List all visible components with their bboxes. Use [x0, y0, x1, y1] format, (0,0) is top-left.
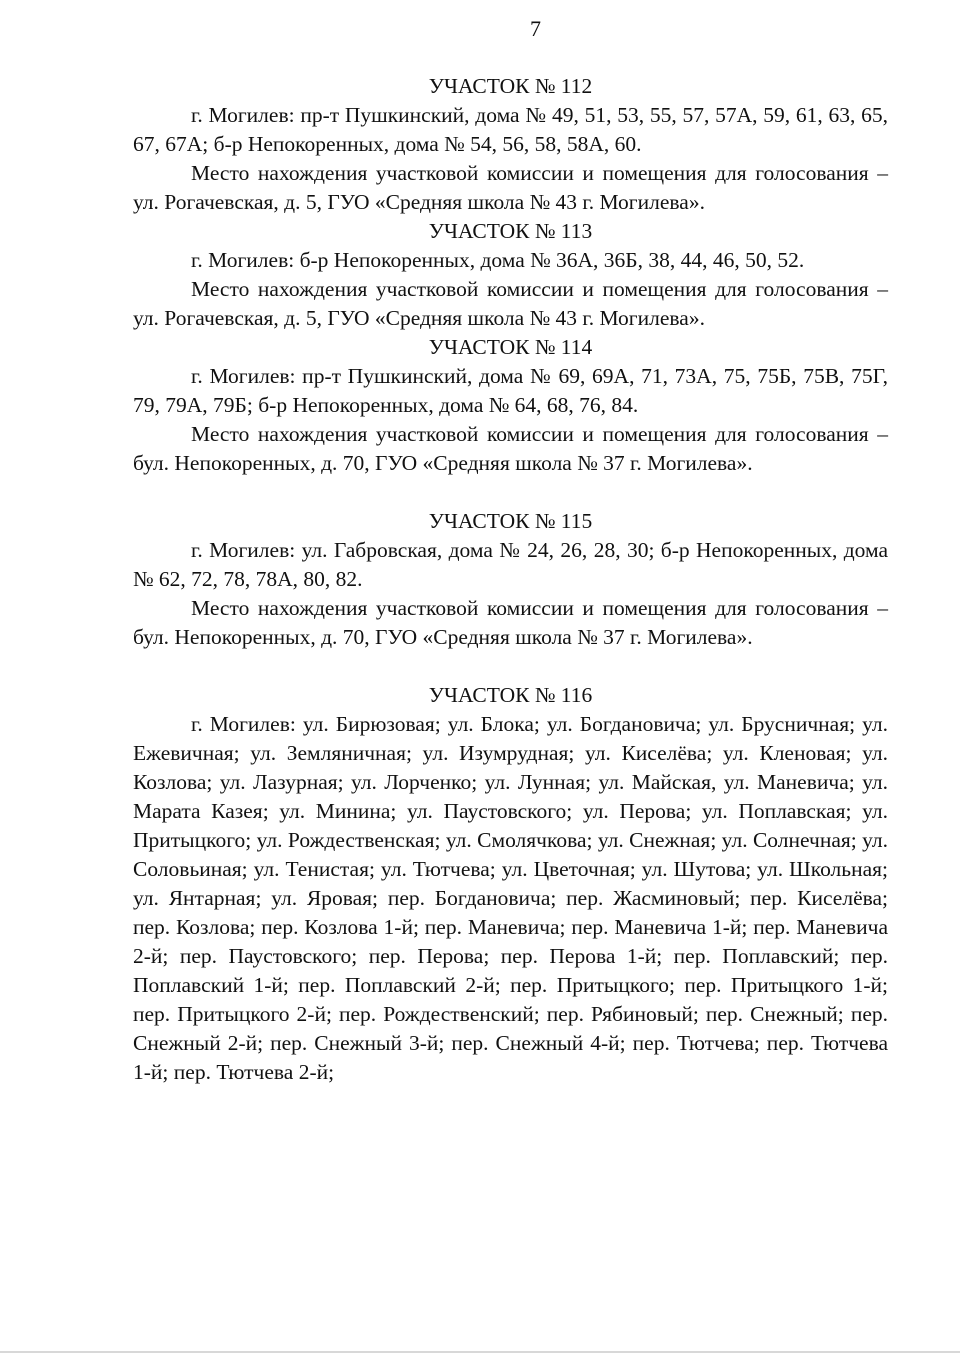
precinct-location: Место нахождения участковой комиссии и помещения для голосования – ул. Рогачевская, д. 5, ГУО «Средняя школа № 43 г. Могилева».	[133, 277, 888, 330]
precinct-title: УЧАСТОК № 114	[428, 335, 593, 359]
precinct-title: УЧАСТОК № 112	[428, 74, 593, 98]
precinct-115	[133, 507, 888, 652]
precinct-title: УЧАСТОК № 116	[428, 683, 593, 707]
precinct-address: г. Могилев: ул. Бирюзовая; ул. Блока; ул. Богдановича; ул. Брусничная; ул. Ежевичная; ул. Земляничная; ул. Изумрудная; ул. Киселёва; ул. Кленовая; ул. Козлова; ул. Лазурная; ул. Лорченко; ул. Лунная; ул. Майская, ул. Маневича; ул. Марата Казея; ул. Минина; ул. Паустовского; ул. Перова; ул. Поплавская; ул. Притыцкого; ул. Рождественская; ул. Смолячкова; ул. Снежная; ул. Солнечная; ул. Соловьиная; ул. Тенистая; ул. Тютчева; ул. Цветочная; ул. Шутова; ул. Школьная; ул. Янтарная; ул. Яровая; пер. Богдановича; пер. Жасминовый; пер. Киселёва; пер. Козлова; пер. Козлова 1-й; пер. Маневича; пер. Маневича 1-й; пер. Маневича 2-й; пер. Паустовского; пер. Перова; пер. Перова 1-й; пер. Поплавский; пер. Поплавский 1-й; пер. Поплавский 2-й; пер. Притыцкого; пер. Притыцкого 1-й; пер. Притыцкого 2-й; пер. Рождественский; пер. Рябиновый; пер. Снежный; пер. Снежный 2-й; пер. Снежный 3-й; пер. Снежный 4-й; пер. Тютчева; пер. Тютчева 1-й; пер. Тютчева 2-й;	[133, 712, 889, 1084]
page-number: 7	[530, 16, 541, 41]
precinct-title: УЧАСТОК № 113	[428, 219, 593, 243]
precinct-address: г. Могилев: б-р Непокоренных, дома № 36А, 36Б, 38, 44, 46, 50, 52.	[191, 248, 805, 272]
precinct-address: г. Могилев: ул. Габровская, дома № 24, 26, 28, 30; б-р Непокоренных, дома № 62, 72, 78, 78А, 80, 82.	[133, 538, 888, 591]
precinct-112	[133, 72, 888, 217]
precinct-title: УЧАСТОК № 115	[428, 509, 593, 533]
precinct-114	[133, 333, 888, 478]
precinct-location: Место нахождения участковой комиссии и помещения для голосования – ул. Рогачевская, д. 5, ГУО «Средняя школа № 43 г. Могилева».	[133, 161, 888, 214]
precinct-location: Место нахождения участковой комиссии и помещения для голосования – бул. Непокоренных, д. 70, ГУО «Средняя школа № 37 г. Могилева».	[133, 422, 888, 475]
precinct-address: г. Могилев: пр-т Пушкинский, дома № 69, 69А, 71, 73А, 75, 75Б, 75В, 75Г, 79, 79А, 79Б; б-р Непокоренных, дома № 64, 68, 76, 84.	[133, 364, 888, 417]
precinct-location: Место нахождения участковой комиссии и помещения для голосования – бул. Непокоренных, д. 70, ГУО «Средняя школа № 37 г. Могилева».	[133, 596, 888, 649]
precinct-address: г. Могилев: пр-т Пушкинский, дома № 49, 51, 53, 55, 57, 57А, 59, 61, 63, 65, 67, 67А; б-р Непокоренных, дома № 54, 56, 58, 58А, 60.	[133, 103, 888, 156]
scan-edge-divider	[0, 1351, 960, 1353]
document-page	[133, 14, 888, 1087]
precinct-116	[133, 681, 888, 1087]
precinct-113	[133, 217, 888, 333]
